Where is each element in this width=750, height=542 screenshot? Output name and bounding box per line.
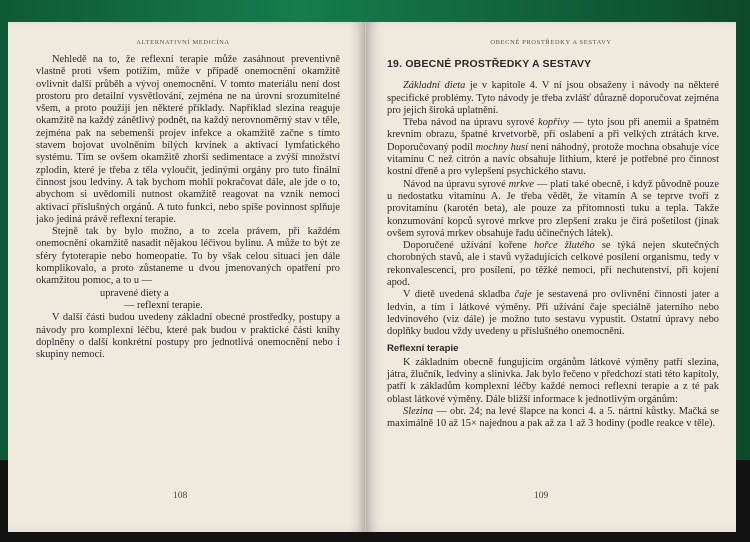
- right-page-body: [387, 58, 719, 431]
- chapter-title: 19. OBECNÉ PROSTŘEDKY A SESTAVY: [387, 58, 592, 70]
- page-number: 109: [534, 491, 549, 501]
- paragraph: K základním obecně fungujícím orgánům látkové výměny patří slezina, játra, žlučník, ledviny a slinivka. Jak bylo řečeno v předchozí stati této kapitoly, patří k základům komplexní léčby každé nemoci reflexní terapie a z té pak oblast látkové výměny. Dále bližší informace k jednotlivým orgánům:: [387, 356, 719, 405]
- running-header: ALTERNATIVNÍ MEDICÍNA: [136, 39, 230, 46]
- running-header: OBECNÉ PROSTŘEDKY A SESTAVY: [490, 39, 612, 46]
- paragraph: V další části budou uvedeny základní obecné prostředky, postupy a návody pro komplexní léčbu, které pak budou v praktické části knihy doplněny o další konkrétní postupy pro jednotlivá onemocnění nebo i skupiny nemocí.: [36, 312, 340, 361]
- left-page-body: [36, 54, 340, 361]
- italic-term: Základní dieta: [403, 80, 466, 92]
- italic-term: čaje: [514, 289, 532, 301]
- italic-term: kopřivy: [538, 117, 570, 129]
- paragraph: Stejně tak by bylo možno, a to zcela právem, při každém onemocnění okamžitě nasadit nějakou léčivou bylinu. A může to být ze sféry fytoterapie nebo homeopatie. To by však celou situaci jen dále komplikovalo, a proto zůstaneme u dvou jmenovaných opatření pro okamžitou pomoc, a to u —: [36, 226, 340, 287]
- paragraph: Slezina — obr. 24; na levé šlapce na konci 4. a 5. nártní kůstky. Mačká se maximálně 10 až 15× najednou a pak až za 1 až 3 hodiny (podle reakce v těle).: [387, 406, 719, 430]
- italic-term: Slezina: [403, 406, 434, 418]
- paragraph: Základní dieta je v kapitole 4. V ní jsou obsaženy i návody na některé specifické problémy. Tyto návody je třeba zvlášť důrazně doporučovat zejména pro jejich široká uplatnění.: [387, 80, 719, 116]
- paragraph: Nehledě na to, že reflexní terapie může zasáhnout preventivně vlastně proti všem potížím, může v případě onemocnění okamžitě ovlivnit další průběh a vývoj onemocnění. V tomto materiálu není dost prostoru pro detailní vysvětlování, zejména ne na úrovni srozumitelné všem, a proto použiji jen některé příklady. Například slezina reaguje okamžitě na každý zánětlivý podnět, na každý nerovnoměrný stav v těle, zejména pak na sebemenší projev infekce a okamžitě začne s tímto stavem bojovat uvolněním bílých krvinek a aktivací lymfatického systému. Tím se ovšem okamžitě zhorší sedimentace a zvýší množství zplodin, které je třeba z těla vyloučit, jedinými orgány pro tuto finální činnost jsou ledviny. A tak bychom mohli pokračovat dále, ale jde o to, abychom si uvědomili nutnost okamžitě reagovat na vznik nemoci aktivací příslušných orgánů. A tuto funkci, nebo spíše povinnost splňuje jako jediná právě reflexní terapie.: [36, 54, 340, 225]
- paragraph: Návod na úpravu syrové mrkve — platí také obecně, i když původně pouze u nedostatku vitamínu A. Je třeba vědět, že vitamín A se teprve tvoří z provitamínu (karotén beta), ale pouze za přítomnosti tuku a tepla. Takže konzumování kopců syrové mrkve pro zlepšení zraku je čirá pošetilost (jinak ovšem syrová mrkev obsahuje řadu účinečných látek).: [387, 178, 719, 239]
- italic-term: hořce žlutého: [533, 240, 595, 252]
- list-item: — reflexní terapie.: [124, 299, 203, 311]
- section-title: Reflexní terapie: [387, 342, 459, 354]
- italic-term: mrkve: [508, 178, 535, 190]
- left-page: [8, 22, 366, 532]
- list-item: upravené diety a: [100, 287, 169, 299]
- paragraph: Doporučené užívání kořene hořce žlutého se týká nejen skutečných chorobných stavů, ale i stavů vyžadujících celkové posílení organismu, tedy v rekonvalescenci, pro posílení, po těžké nemoci, při nechutenství, při kojení apod.: [387, 240, 719, 289]
- italic-term: mochny husí: [475, 141, 528, 153]
- paragraph: V dietě uvedená skladba čaje je sestavená pro ovlivnění činnosti jater a ledvin, a tím i látkové výměny. Při užívání čaje speciálně jaterního nebo ledvinového (viz dále) je možno tuto sestavu vypustit. Ostatní úpravy nebo doplňky budou vždy uvedeny u příslušného onemocnění.: [387, 289, 719, 338]
- paragraph: Třeba návod na úpravu syrové kopřivy — tyto jsou při anemii a špatném krevním obrazu, špatné krvetvorbě, při oslabení a při velkých ztrátách krve. Doporučovaný podíl mochny husí není náhodný, protože mochna obsahuje více vitamínu C než citrón a navíc obsahuje lithium, které je potřebné pro činnost kostní dřeně a pro vylepšení psychického stavu.: [387, 117, 719, 178]
- right-page: [366, 22, 736, 532]
- page-number: 108: [173, 491, 188, 501]
